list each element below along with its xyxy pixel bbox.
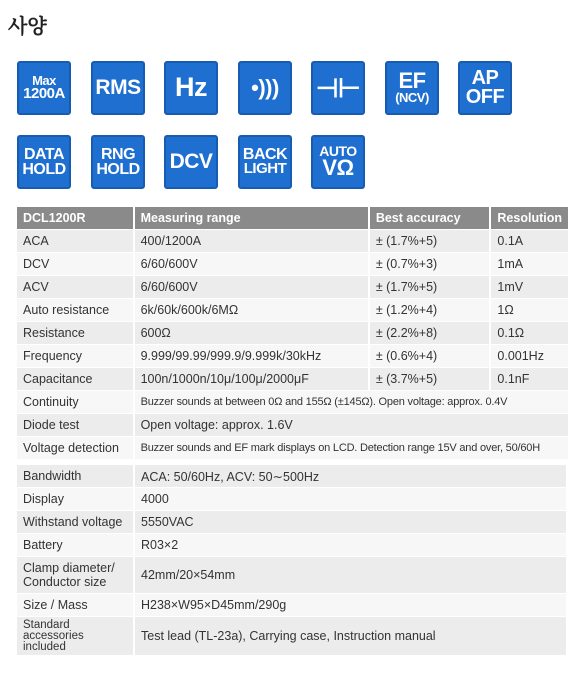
- table-cell: 6/60/600V: [134, 276, 369, 299]
- table-cell: 0.1nF: [490, 368, 568, 391]
- table-row: [17, 594, 567, 617]
- dcv-icon: [164, 135, 218, 189]
- header-cell: Measuring range: [134, 207, 369, 230]
- table-cell: 1mA: [490, 253, 568, 276]
- table-cell: ± (3.7%+5): [369, 368, 491, 391]
- table-cell: ACV: [17, 276, 134, 299]
- hz-icon: [164, 61, 218, 115]
- table-row: [17, 230, 568, 253]
- continuity-buzzer-icon: [238, 61, 292, 115]
- table-cell: ACA: [17, 230, 134, 253]
- table-row: [17, 345, 568, 368]
- table-cell: 5550VAC: [134, 511, 567, 534]
- table-cell: Size / Mass: [17, 594, 134, 617]
- capacitance-icon: [311, 61, 365, 115]
- table-cell: Auto resistance: [17, 299, 134, 322]
- icon-line: RNG: [100, 145, 136, 163]
- icon-line: Max: [32, 72, 56, 88]
- table-row: [17, 276, 568, 299]
- table-row: [17, 488, 567, 511]
- icon-line: AP: [471, 67, 499, 89]
- auto-v-ohm-icon: [311, 135, 365, 189]
- icon-line: OFF: [465, 86, 505, 108]
- back-light-icon: [238, 135, 292, 189]
- header-cell: Resolution: [490, 207, 568, 230]
- table-cell: 400/1200A: [134, 230, 369, 253]
- table-cell: 0.1A: [490, 230, 568, 253]
- icon-line: •))): [251, 74, 279, 100]
- table-row: [17, 391, 568, 414]
- table-cell: R03×2: [134, 534, 567, 557]
- header-cell: DCL1200R: [17, 207, 134, 230]
- table-row: [17, 534, 567, 557]
- data-hold-icon: [17, 135, 71, 189]
- icon-line: VΩ: [322, 155, 354, 181]
- icon-line: ⊣⊢: [315, 72, 361, 103]
- table-cell: 600Ω: [134, 322, 369, 345]
- table-cell: Buzzer sounds at between 0Ω and 155Ω (±145Ω). Open voltage: approx. 0.4V: [134, 391, 568, 414]
- table-cell: 0.1Ω: [490, 322, 568, 345]
- header-cell: Best accuracy: [369, 207, 491, 230]
- table-row: [17, 368, 568, 391]
- icon-line: BACK: [242, 146, 288, 164]
- table-cell: Test lead (TL-23a), Carrying case, Instruction manual: [134, 617, 567, 656]
- icon-line: RMS: [95, 76, 141, 100]
- icon-line: HOLD: [96, 161, 140, 178]
- spec-table-general: [17, 465, 568, 656]
- table-cell: ± (1.7%+5): [369, 276, 491, 299]
- table-cell: Capacitance: [17, 368, 134, 391]
- spec-table: [17, 207, 568, 460]
- table-cell: Resistance: [17, 322, 134, 345]
- table-row: [17, 253, 568, 276]
- table-cell: H238×W95×D45mm/290g: [134, 594, 567, 617]
- table-cell: 42mm/20×54mm: [134, 557, 567, 594]
- icon-line: AUTO: [319, 142, 357, 159]
- table-cell: ACA: 50/60Hz, ACV: 50∼500Hz: [134, 465, 567, 488]
- table-header-row: [17, 207, 568, 230]
- table-cell: Open voltage: approx. 1.6V: [134, 414, 568, 437]
- table-cell: Buzzer sounds and EF mark displays on LCD. Detection range 15V and over, 50/60H: [134, 437, 568, 460]
- table-row: [17, 557, 567, 594]
- table-cell: 1Ω: [490, 299, 568, 322]
- table-cell: Bandwidth: [17, 465, 134, 488]
- ap-off-icon: [458, 61, 512, 115]
- table-row: [17, 617, 567, 656]
- table-cell: Battery: [17, 534, 134, 557]
- table-row: [17, 465, 567, 488]
- table-row: [17, 299, 568, 322]
- table-cell: ± (1.7%+5): [369, 230, 491, 253]
- table-cell: Display: [17, 488, 134, 511]
- table-cell: 6/60/600V: [134, 253, 369, 276]
- table-cell: ± (1.2%+4): [369, 299, 491, 322]
- table-cell: DCV: [17, 253, 134, 276]
- icon-line: EF: [398, 68, 426, 94]
- table-cell: ± (0.7%+3): [369, 253, 491, 276]
- table-cell: 100n/1000n/10μ/100μ/2000μF: [134, 368, 369, 391]
- table-cell: 1mV: [490, 276, 568, 299]
- table-row: [17, 437, 568, 460]
- table-cell: Frequency: [17, 345, 134, 368]
- icon-line: DCV: [169, 150, 213, 174]
- table-cell: ± (2.2%+8): [369, 322, 491, 345]
- table-cell: Withstand voltage: [17, 511, 134, 534]
- page-heading: 사양: [8, 14, 47, 38]
- table-cell: 6k/60k/600k/6MΩ: [134, 299, 369, 322]
- rms-icon: [91, 61, 145, 115]
- table-cell: Diode test: [17, 414, 134, 437]
- rng-hold-icon: [91, 135, 145, 189]
- ef-ncv-icon: [385, 61, 439, 115]
- icon-line: (NCV): [395, 90, 429, 106]
- table-cell: Voltage detection: [17, 437, 134, 460]
- table-row: [17, 414, 568, 437]
- table-cell: 4000: [134, 488, 567, 511]
- table-cell: Continuity: [17, 391, 134, 414]
- table-cell: 9.999/99.99/999.9/9.999k/30kHz: [134, 345, 369, 368]
- icon-line: 1200A: [23, 85, 65, 103]
- table-row: [17, 322, 568, 345]
- table-cell: Standard accessories included: [17, 617, 134, 656]
- icon-line: HOLD: [22, 161, 66, 178]
- max-1200a-icon: [17, 61, 71, 115]
- icon-line: Hz: [175, 72, 207, 103]
- icon-line: LIGHT: [243, 160, 287, 178]
- table-cell: Clamp diameter/ Conductor size: [17, 557, 134, 594]
- table-row: [17, 511, 567, 534]
- table-cell: ± (0.6%+4): [369, 345, 491, 368]
- table-cell: 0.001Hz: [490, 345, 568, 368]
- icon-line: DATA: [23, 145, 65, 163]
